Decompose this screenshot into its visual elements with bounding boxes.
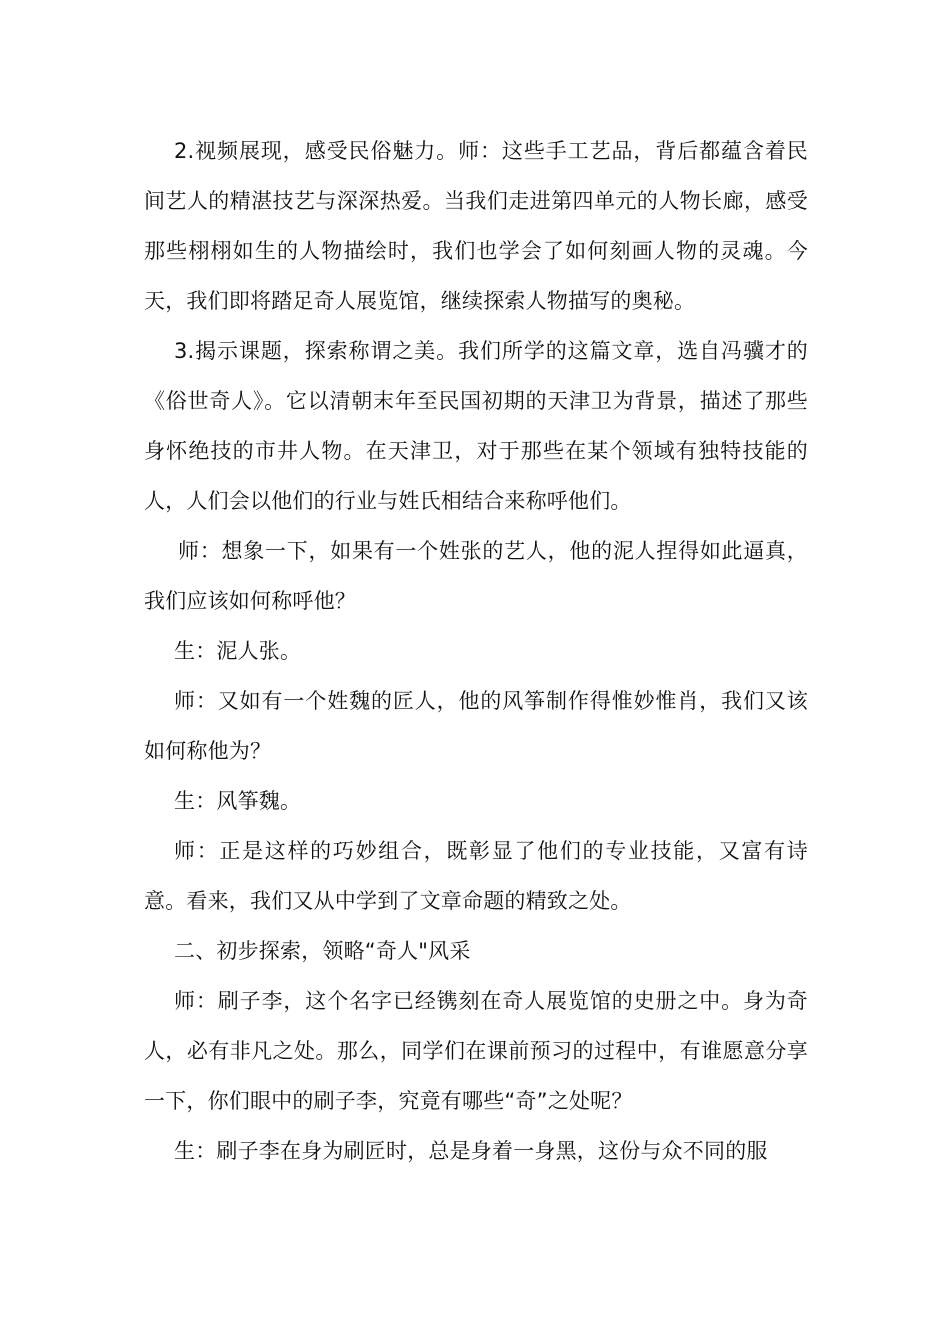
paragraph-student-answer-2: 生：风筝魏。 bbox=[174, 789, 302, 813]
paragraph-video-intro: 2.视频展现，感受民俗魅力。师：这些手工艺品，背后都蕴含着民间艺人的精湛技艺与深深热爱。当我们走进第四单元的人物长廊，感受那些栩栩如生的人物描绘时，我们也学会了如何刻画人物的灵魂。今天，我们即将踏足奇人展览馆，继续探索人物描写的奥秘。 bbox=[144, 139, 808, 313]
paragraph-reveal-topic: 3.揭示课题，探索称谓之美。我们所学的这篇文章，选自冯骥才的《俗世奇人》。它以清朝末年至民国初期的天津卫为背景，描述了那些身怀绝技的市井人物。在天津卫，对于那些在某个领域有独特技能的人，人们会以他们的行业与姓氏相结合来称呼他们。 bbox=[144, 339, 808, 513]
paragraph-teacher-question-1: 师：想象一下，如果有一个姓张的艺人，他的泥人捏得如此逼真，我们应该如何称呼他？ bbox=[144, 539, 808, 613]
paragraph-student-answer-3: 生：刷子李在身为刷匠时，总是身着一身黑，这份与众不同的服 bbox=[174, 1139, 768, 1163]
paragraph-teacher-question-3: 师：刷子李，这个名字已经镌刻在奇人展览馆的史册之中。身为奇人，必有非凡之处。那么，同学们在课前预习的过程中，有谁愿意分享一下，你们眼中的刷子李，究竟有哪些“奇”之处呢？ bbox=[144, 989, 808, 1113]
section-heading-2: 二、初步探索，领略“奇人"风采 bbox=[174, 939, 471, 963]
paragraph-student-answer-1: 生：泥人张。 bbox=[174, 639, 302, 663]
paragraph-teacher-question-2: 师：又如有一个姓魏的匠人，他的风筝制作得惟妙惟肖，我们又该如何称他为？ bbox=[144, 689, 808, 763]
paragraph-teacher-summary: 师：正是这样的巧妙组合，既彰显了他们的专业技能，又富有诗意。看来，我们又从中学到了文章命题的精致之处。 bbox=[144, 839, 808, 913]
document-body bbox=[144, 126, 808, 1176]
